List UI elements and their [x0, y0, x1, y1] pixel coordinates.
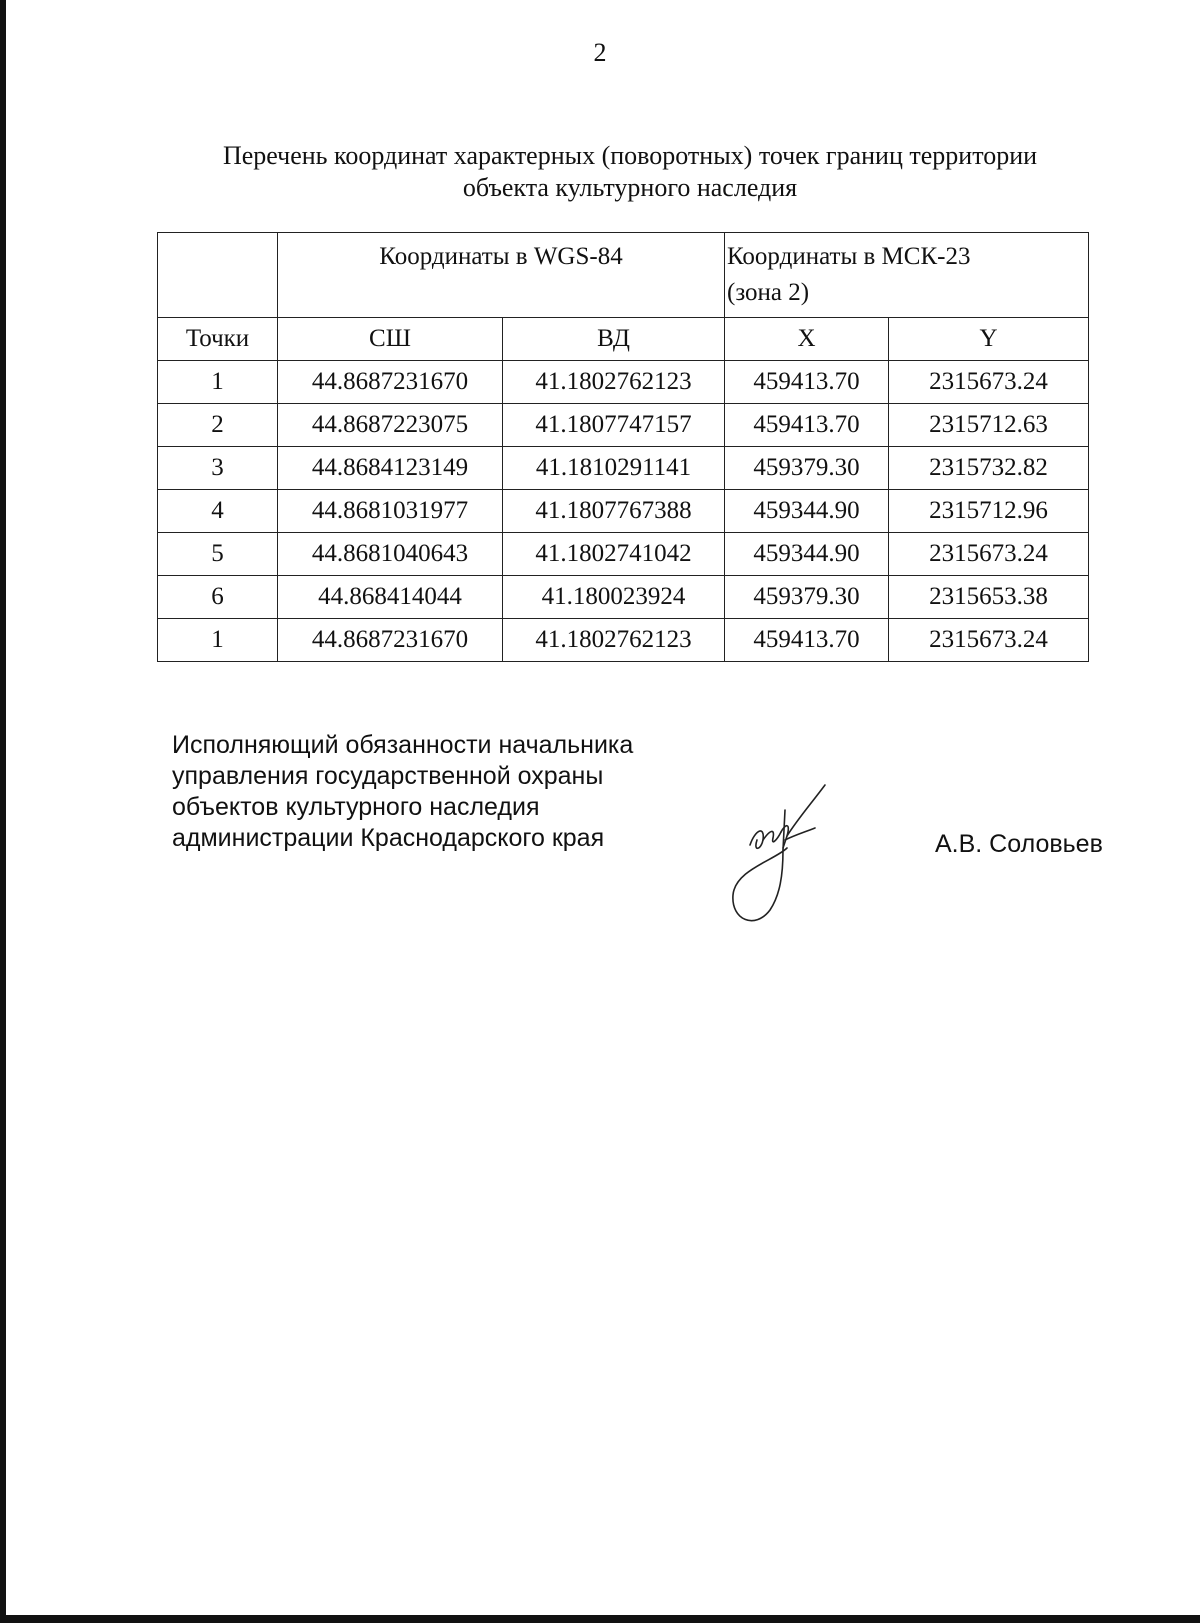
cell-y: 2315653.38	[889, 576, 1089, 619]
cell-x: 459344.90	[725, 490, 889, 533]
cell-point: 1	[158, 361, 278, 404]
cell-point: 1	[158, 619, 278, 662]
position-line-1: Исполняющий обязанности начальника	[172, 731, 634, 759]
cell-y: 2315673.24	[889, 533, 1089, 576]
cell-x: 459344.90	[725, 533, 889, 576]
scan-bottom-edge	[0, 1615, 1200, 1623]
cell-lat: 44.868414044	[278, 576, 503, 619]
cell-lon: 41.1802762123	[503, 361, 725, 404]
table-row	[158, 576, 1089, 619]
cell-point: 6	[158, 576, 278, 619]
cell-lat: 44.8684123149	[278, 447, 503, 490]
header-wgs-group: Координаты в WGS-84	[278, 233, 725, 318]
cell-lat: 44.8681031977	[278, 490, 503, 533]
cell-point: 4	[158, 490, 278, 533]
cell-lon: 41.1807747157	[503, 404, 725, 447]
cell-x: 459413.70	[725, 404, 889, 447]
cell-point: 5	[158, 533, 278, 576]
table-column-header-row	[158, 318, 1089, 361]
cell-lon: 41.1802762123	[503, 619, 725, 662]
table-row	[158, 619, 1089, 662]
column-header-lon: ВД	[503, 318, 725, 361]
title-line-2: объекта культурного наследия	[462, 173, 798, 202]
table-row	[158, 361, 1089, 404]
cell-x: 459379.30	[725, 447, 889, 490]
cell-lat: 44.8687231670	[278, 619, 503, 662]
handwritten-signature-icon	[725, 780, 865, 940]
cell-point: 2	[158, 404, 278, 447]
page-number: 2	[593, 38, 607, 67]
cell-lon: 41.1807767388	[503, 490, 725, 533]
header-msk-line-2: (зона 2)	[727, 279, 810, 306]
cell-x: 459413.70	[725, 361, 889, 404]
header-msk-line-1: Координаты в МСК-23	[727, 243, 971, 270]
cell-y: 2315673.24	[889, 619, 1089, 662]
header-msk-group	[725, 233, 1089, 318]
table-row	[158, 490, 1089, 533]
scan-left-edge	[0, 0, 6, 1623]
cell-lat: 44.8687231670	[278, 361, 503, 404]
column-header-y: Y	[889, 318, 1089, 361]
cell-lat: 44.8687223075	[278, 404, 503, 447]
table-row	[158, 447, 1089, 490]
cell-lon: 41.1802741042	[503, 533, 725, 576]
title-line-1: Перечень координат характерных (поворотных) точек границ территории	[222, 141, 1038, 170]
cell-x: 459379.30	[725, 576, 889, 619]
table-group-header-row	[158, 233, 1089, 318]
cell-lon: 41.1810291141	[503, 447, 725, 490]
cell-lon: 41.180023924	[503, 576, 725, 619]
cell-y: 2315712.96	[889, 490, 1089, 533]
document-title	[150, 140, 1110, 204]
column-header-x: X	[725, 318, 889, 361]
position-line-2: управления государственной охраны	[172, 762, 604, 790]
cell-lat: 44.8681040643	[278, 533, 503, 576]
cell-x: 459413.70	[725, 619, 889, 662]
column-header-points: Точки	[158, 318, 278, 361]
coordinates-table	[157, 232, 1089, 662]
position-line-3: объектов культурного наследия	[172, 793, 540, 821]
table-row	[158, 404, 1089, 447]
table-row	[158, 533, 1089, 576]
cell-y: 2315732.82	[889, 447, 1089, 490]
signer-name: А.В. Соловьев	[935, 830, 1103, 858]
cell-point: 3	[158, 447, 278, 490]
cell-y: 2315712.63	[889, 404, 1089, 447]
column-header-lat: СШ	[278, 318, 503, 361]
header-empty-cell	[158, 233, 278, 318]
signature-position-block	[172, 730, 633, 854]
position-line-4: администрации Краснодарского края	[172, 824, 605, 852]
cell-y: 2315673.24	[889, 361, 1089, 404]
